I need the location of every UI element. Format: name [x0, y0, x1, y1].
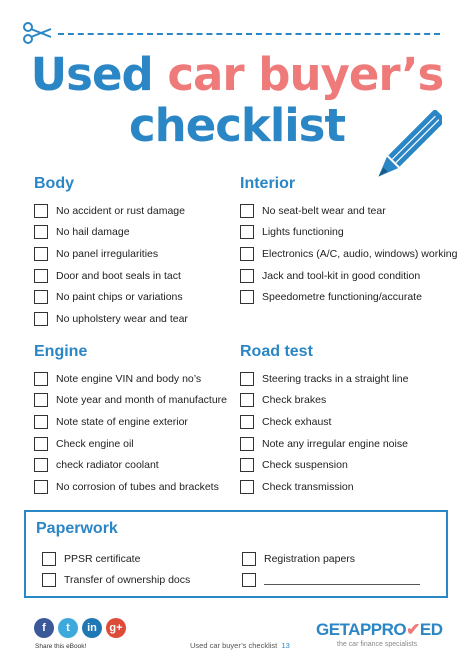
checklist-item[interactable]: No paint chips or variations [34, 286, 188, 308]
checklist-item[interactable]: No hail damage [34, 222, 188, 244]
checklist-item[interactable]: No upholstery wear and tear [34, 308, 188, 330]
checkbox[interactable] [34, 437, 48, 451]
checkbox[interactable] [42, 573, 56, 587]
paperwork-left-column [42, 548, 190, 591]
blank-write-in-line[interactable] [264, 575, 420, 585]
section-interior [240, 175, 458, 308]
page-footer-label: Used car buyer’s checklist 13 [190, 641, 290, 650]
check-icon: ✔ [406, 620, 420, 639]
checkbox[interactable] [34, 415, 48, 429]
checkbox[interactable] [34, 290, 48, 304]
checkbox[interactable] [34, 269, 48, 283]
checkbox[interactable] [34, 225, 48, 239]
checklist-item[interactable]: No corrosion of tubes and brackets [34, 476, 227, 498]
checklist-item[interactable]: PPSR certificate [42, 548, 190, 570]
section-road-test [240, 343, 409, 498]
checklist-item[interactable]: Speedometre functioning/accurate [240, 286, 458, 308]
social-share-icons [34, 618, 126, 638]
section-engine [34, 343, 227, 498]
checklist-item[interactable]: Check brakes [240, 390, 409, 412]
checklist-item[interactable]: Note year and month of manufacture [34, 390, 227, 412]
checkbox[interactable] [240, 458, 254, 472]
section-title-interior: Interior [240, 175, 296, 192]
checkbox[interactable] [242, 552, 256, 566]
linkedin-icon[interactable]: in [82, 618, 102, 638]
page-number: 13 [281, 641, 290, 650]
checklist-item[interactable]: Check engine oil [34, 433, 227, 455]
section-body [34, 175, 188, 330]
checkbox[interactable] [240, 415, 254, 429]
page-title-line2: checklist [129, 99, 345, 152]
checklist-item[interactable]: Check exhaust [240, 411, 409, 433]
checkbox[interactable] [34, 204, 48, 218]
checkbox[interactable] [240, 269, 254, 283]
cut-line [58, 33, 440, 35]
checkbox[interactable] [240, 437, 254, 451]
checkbox[interactable] [34, 312, 48, 326]
twitter-icon[interactable]: t [58, 618, 78, 638]
section-paperwork [24, 510, 448, 598]
checkbox[interactable] [34, 458, 48, 472]
checklist-item[interactable]: Check transmission [240, 476, 409, 498]
checkbox[interactable] [34, 393, 48, 407]
checklist-item[interactable]: Lights functioning [240, 222, 458, 244]
checkbox[interactable] [34, 480, 48, 494]
checklist-item[interactable]: Jack and tool-kit in good condition [240, 265, 458, 287]
paperwork-right-column [242, 548, 420, 591]
title-car-buyers: car buyer’s [167, 48, 444, 101]
share-text: Share this eBook! [35, 643, 87, 650]
checkbox[interactable] [242, 573, 256, 587]
checklist-item[interactable]: Registration papers [242, 548, 420, 570]
checkbox[interactable] [42, 552, 56, 566]
checklist-item[interactable]: Note any irregular engine noise [240, 433, 409, 455]
checkbox[interactable] [240, 225, 254, 239]
checklist-item[interactable]: Note state of engine exterior [34, 411, 227, 433]
section-title-body: Body [34, 175, 74, 192]
section-title-paperwork: Paperwork [36, 520, 118, 537]
checkbox[interactable] [240, 290, 254, 304]
checkbox[interactable] [240, 204, 254, 218]
checklist-item-blank[interactable] [242, 570, 420, 592]
section-title-engine: Engine [34, 343, 88, 360]
checklist-item[interactable]: No accident or rust damage [34, 200, 188, 222]
checklist-item[interactable]: Steering tracks in a straight line [240, 368, 409, 390]
facebook-icon[interactable]: f [34, 618, 54, 638]
checklist-item[interactable]: Electronics (A/C, audio, windows) working [240, 243, 458, 265]
scissors-icon [22, 22, 52, 44]
checklist-item[interactable]: Transfer of ownership docs [42, 570, 190, 592]
checklist-item[interactable]: Note engine VIN and body no’s [34, 368, 227, 390]
brand-tagline: the car finance specialists [337, 641, 418, 648]
checkbox[interactable] [240, 247, 254, 261]
checkbox[interactable] [240, 393, 254, 407]
checkbox[interactable] [240, 372, 254, 386]
checkbox[interactable] [34, 372, 48, 386]
checkbox[interactable] [34, 247, 48, 261]
google-plus-icon[interactable]: g+ [106, 618, 126, 638]
checklist-item[interactable]: Check suspension [240, 454, 409, 476]
brand-logo: GETAPPRO✔ED [316, 620, 443, 639]
page-title-line1 [0, 48, 474, 101]
section-title-road-test: Road test [240, 343, 313, 360]
checklist-item[interactable]: check radiator coolant [34, 454, 227, 476]
checkbox[interactable] [240, 480, 254, 494]
checklist-item[interactable]: No seat-belt wear and tear [240, 200, 458, 222]
title-used: Used [30, 48, 153, 101]
checklist-item[interactable]: Door and boot seals in tact [34, 265, 188, 287]
checklist-item[interactable]: No panel irregularities [34, 243, 188, 265]
